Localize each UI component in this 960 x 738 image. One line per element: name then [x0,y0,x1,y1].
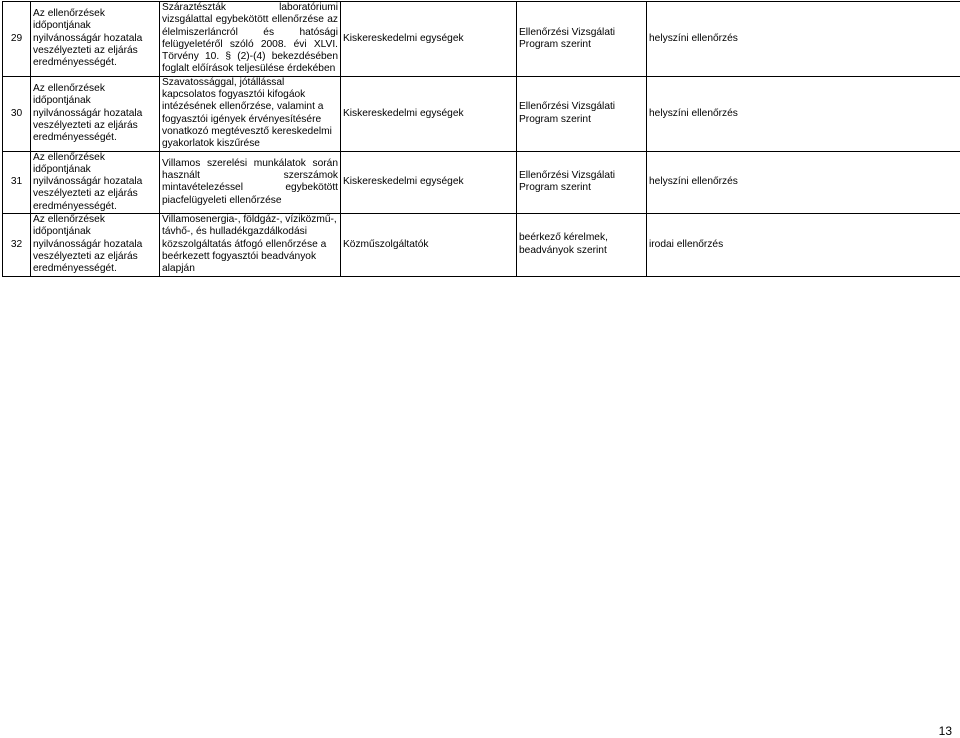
page-number: 13 [938,724,952,738]
method-cell: helyszíni ellenőrzés [647,151,960,213]
method-cell: helyszíni ellenőrzés [647,2,960,77]
target-cell: Kiskereskedelmi egységek [341,151,517,213]
subject-cell: Száraztészták laboratóriumi vizsgálattal egybekötött ellenőrzése az élelmiszerláncról és hatósági felügyeletéről szóló 2008. évi XLVI. Törvény 10. § (2)-(4) bekezdésében foglalt előírások teljesülése érdekében [160,2,341,77]
condition-cell: Az ellenőrzések időpontjának nyilvánosságár hozatala veszélyezteti az eljárás eredményességét. [31,151,160,213]
basis-cell: Ellenőrzési Vizsgálati Program szerint [517,151,647,213]
table-row [3,76,960,151]
inspection-table [2,1,960,277]
condition-cell: Az ellenőrzések időpontjának nyilvánosságár hozatala veszélyezteti az eljárás eredményességét. [31,76,160,151]
target-cell: Kiskereskedelmi egységek [341,76,517,151]
target-cell: Kiskereskedelmi egységek [341,2,517,77]
row-number: 30 [3,76,31,151]
basis-cell: Ellenőrzési Vizsgálati Program szerint [517,2,647,77]
condition-cell: Az ellenőrzések időpontjának nyilvánosságár hozatala veszélyezteti az eljárás eredményességét. [31,214,160,276]
target-cell: Közműszolgáltatók [341,214,517,276]
row-number: 31 [3,151,31,213]
row-number: 32 [3,214,31,276]
condition-cell: Az ellenőrzések időpontjának nyilvánosságár hozatala veszélyezteti az eljárás eredményességét. [31,2,160,77]
row-number: 29 [3,2,31,77]
subject-cell: Villamosenergia-, földgáz-, víziközmű-, távhő-, és hulladékgazdálkodási közszolgáltatás átfogó ellenőrzése a beérkezett fogyasztói beadványok alapján [160,214,341,276]
table-row [3,2,960,77]
basis-cell: beérkező kérelmek, beadványok szerint [517,214,647,276]
table-row [3,151,960,213]
subject-cell: Villamos szerelési munkálatok során használt szerszámok mintavételezéssel egybekötött piacfelügyeleti ellenőrzése [160,151,341,213]
subject-cell: Szavatossággal, jótállással kapcsolatos fogyasztói kifogáok intézésének ellenőrzése, valamint a fogyasztói igények érvényesítésére vonatkozó megtévesztő kereskedelmi gyakorlatok kiszűrése [160,76,341,151]
method-cell: irodai ellenőrzés [647,214,960,276]
basis-cell: Ellenőrzési Vizsgálati Program szerint [517,76,647,151]
table-row [3,214,960,276]
method-cell: helyszíni ellenőrzés [647,76,960,151]
